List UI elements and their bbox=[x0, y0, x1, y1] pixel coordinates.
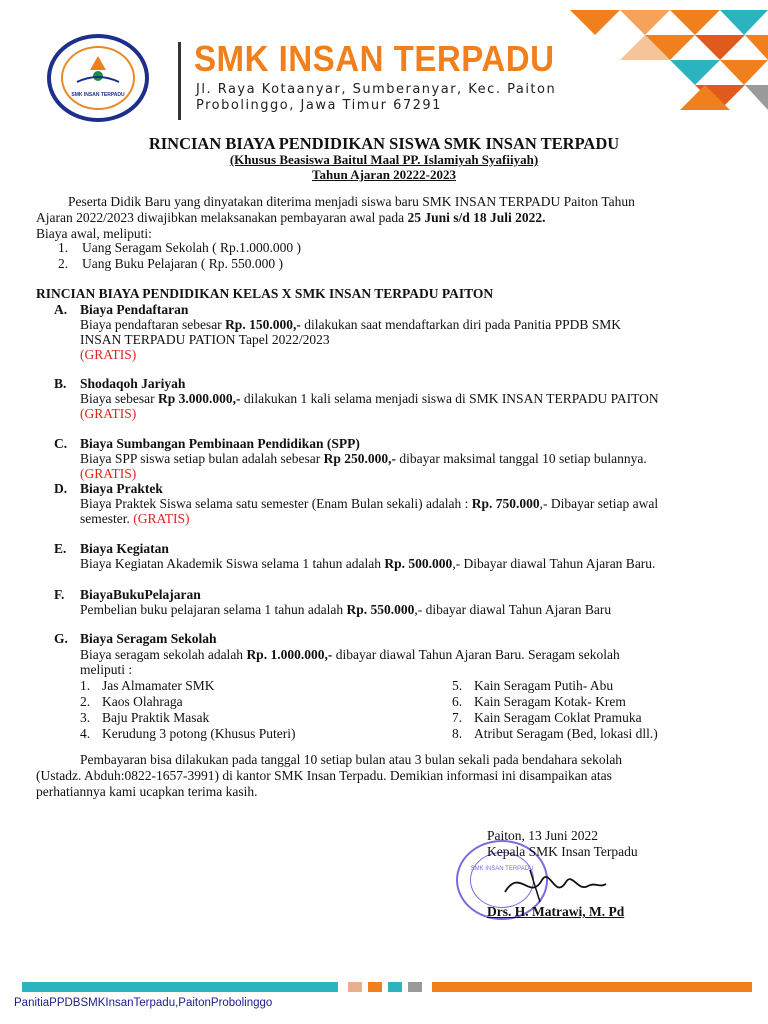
closing-line-3: perhatiannya kami ucapkan terima kasih. bbox=[36, 784, 258, 799]
intro-item-number: 2. bbox=[58, 256, 69, 271]
closing-line-1: Pembayaran bisa dilakukan pada tanggal 10 setiap bulan atau 3 bulan sekali pada bendahara sekolah bbox=[80, 752, 623, 767]
footer-color-bar bbox=[22, 982, 752, 992]
section-d-heading: Biaya Praktek bbox=[80, 481, 163, 496]
uniform-list-left bbox=[80, 678, 295, 742]
intro-line-3: Biaya awal, meliputi: bbox=[36, 226, 152, 241]
section-d-letter: D. bbox=[54, 481, 68, 496]
section-f-heading: BiayaBukuPelajaran bbox=[80, 587, 201, 602]
section-f-letter: F. bbox=[54, 587, 65, 602]
signature-place-date: Paiton, 13 Juni 2022 bbox=[487, 828, 599, 843]
document-subtitle: (Khusus Beasiswa Baitul Maal PP. Islamiyah Syafiiyah) bbox=[229, 152, 539, 167]
intro-line-2: Ajaran 2022/2023 diwajibkan melaksanakan pembayaran awal pada 25 Juni s/d 18 Juli 2022. bbox=[36, 210, 546, 225]
stamp-text: SMK INSAN TERPADU bbox=[470, 866, 534, 872]
section-f-line-1: Pembelian buku pelajaran selama 1 tahun adalah Rp. 550.000,- dibayar diawal Tahun Ajaran Baru bbox=[80, 602, 612, 617]
section-d-line-1: Biaya Praktek Siswa selama satu semester (Enam Bulan sekali) adalah : Rp. 750.000,- Dibayar setiap awal bbox=[80, 496, 659, 511]
section-c-line-1: Biaya SPP siswa setiap bulan adalah sebesar Rp 250.000,- dibayar maksimal tanggal 10 setiap bulannya. bbox=[80, 451, 647, 466]
list-item: 8. Atribut Seragam (Bed, lokasi dll.) bbox=[452, 726, 658, 741]
intro-item: Uang Seragam Sekolah ( Rp.1.000.000 ) bbox=[82, 240, 301, 255]
logo-inner-ring bbox=[61, 46, 135, 110]
school-name: SMK INSAN TERPADU bbox=[194, 38, 555, 79]
section-a-heading: Biaya Pendaftaran bbox=[80, 302, 189, 317]
section-c-gratis: (GRATIS) bbox=[80, 466, 137, 481]
logo-text: SMK INSAN TERPADU bbox=[71, 92, 125, 98]
signature-name: Drs. H. Matrawi, M. Pd bbox=[487, 904, 625, 919]
list-item: 1. Jas Almamater SMK bbox=[80, 678, 215, 693]
section-b-letter: B. bbox=[54, 376, 67, 391]
section-e-letter: E. bbox=[54, 541, 67, 556]
section-b-gratis: (GRATIS) bbox=[80, 406, 137, 421]
academic-year: Tahun Ajaran 20222-2023 bbox=[312, 167, 456, 182]
address-line-1: Jl. Raya Kotaanyar, Sumberanyar, Kec. Paiton bbox=[196, 82, 557, 97]
section-c-heading: Biaya Sumbangan Pembinaan Pendidikan (SPP) bbox=[80, 436, 360, 451]
decorative-triangles bbox=[560, 0, 768, 125]
closing-line-2: (Ustadz. Abduh:0822-1657-3991) di kantor SMK Insan Terpadu. Demikian informasi ini disampaikan atas bbox=[36, 768, 612, 783]
address-line-2: Probolinggo, Jawa Timur 67291 bbox=[196, 98, 442, 113]
footer-text: PanitiaPPDBSMKInsanTerpadu,PaitonProbolinggo bbox=[14, 997, 273, 1009]
section-g-line-1: Biaya seragam sekolah adalah Rp. 1.000.000,- dibayar diawal Tahun Ajaran Baru. Seragam sekolah bbox=[80, 647, 620, 662]
signature-role: Kepala SMK Insan Terpadu bbox=[487, 844, 638, 859]
section-c-letter: C. bbox=[54, 436, 68, 451]
intro-line-1: Peserta Didik Baru yang dinyatakan diterima menjadi siswa baru SMK INSAN TERPADU Paiton Tahun bbox=[68, 194, 635, 209]
section-a-line-2: INSAN TERPADU PATION Tapel 2022/2023 bbox=[80, 332, 330, 347]
section-title: RINCIAN BIAYA PENDIDIKAN KELAS X SMK INSAN TERPADU PAITON bbox=[36, 286, 494, 301]
section-b-heading: Shodaqoh Jariyah bbox=[80, 376, 186, 391]
section-e-line-1: Biaya Kegiatan Akademik Siswa selama 1 tahun adalah Rp. 500.000,- Dibayar diawal Tahun Ajaran Baru. bbox=[80, 556, 656, 571]
list-item: 3. Baju Praktik Masak bbox=[80, 710, 210, 725]
list-item: 6. Kain Seragam Kotak- Krem bbox=[452, 694, 626, 709]
section-b-line-1: Biaya sebesar Rp 3.000.000,- dilakukan 1 kali selama menjadi siswa di SMK INSAN TERPADU PAITON bbox=[80, 391, 659, 406]
school-logo bbox=[47, 34, 149, 122]
section-a-letter: A. bbox=[54, 302, 68, 317]
uniform-list-right bbox=[452, 678, 658, 742]
section-g-letter: G. bbox=[54, 631, 68, 646]
intro-item-number: 1. bbox=[58, 240, 69, 255]
intro-item: Uang Buku Pelajaran ( Rp. 550.000 ) bbox=[82, 256, 283, 271]
list-item: 7. Kain Seragam Coklat Pramuka bbox=[452, 710, 642, 725]
section-g-heading: Biaya Seragam Sekolah bbox=[80, 631, 217, 646]
list-item: 2. Kaos Olahraga bbox=[80, 694, 183, 709]
list-item: 5. Kain Seragam Putih- Abu bbox=[452, 678, 614, 693]
section-g-line-2: meliputi : bbox=[80, 662, 133, 677]
logo-emblem-icon bbox=[63, 52, 133, 92]
signature-scribble-icon bbox=[500, 862, 610, 908]
section-a-line-1: Biaya pendaftaran sebesar Rp. 150.000,- dilakukan saat mendaftarkan diri pada Panitia PPDB SMK bbox=[80, 317, 622, 332]
document-title: RINCIAN BIAYA PENDIDIKAN SISWA SMK INSAN TERPADU bbox=[148, 134, 620, 153]
section-d-line-2: semester. (GRATIS) bbox=[80, 511, 190, 526]
list-item: 4. Kerudung 3 potong (Khusus Puteri) bbox=[80, 726, 296, 741]
section-e-heading: Biaya Kegiatan bbox=[80, 541, 169, 556]
header-divider bbox=[178, 42, 181, 120]
section-a-gratis: (GRATIS) bbox=[80, 347, 137, 362]
